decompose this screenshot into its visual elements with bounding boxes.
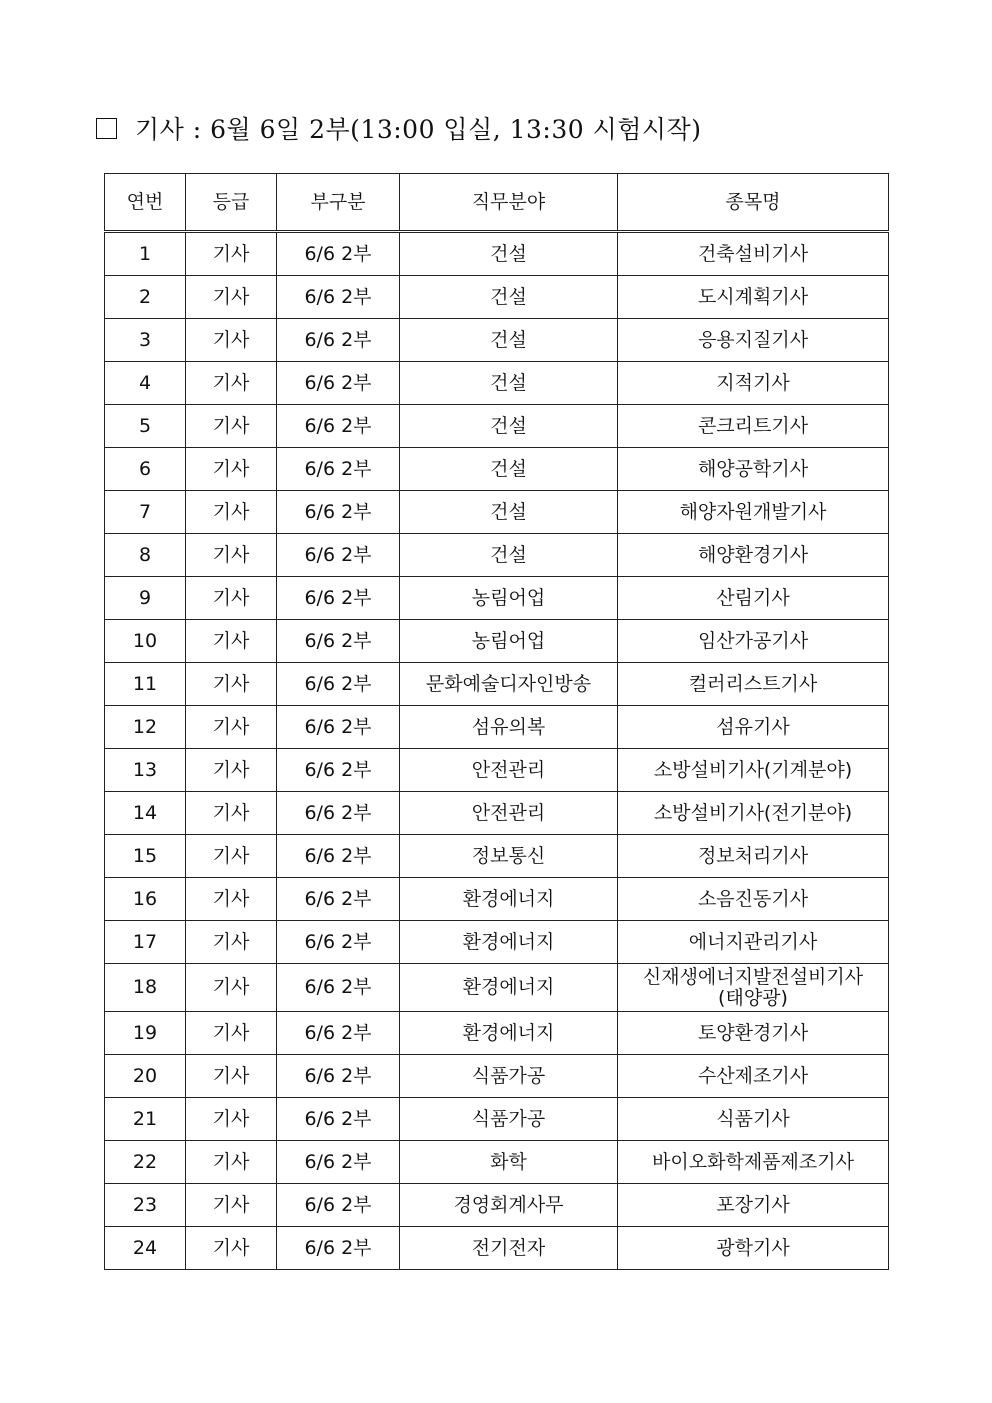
cell-session: 6/6 2부	[277, 491, 400, 534]
table-row	[105, 276, 889, 319]
section-heading	[96, 108, 701, 148]
cell-serial: 17	[105, 921, 186, 964]
cell-serial: 6	[105, 448, 186, 491]
table-row	[105, 319, 889, 362]
cell-job-field: 건설	[400, 232, 618, 276]
cell-serial: 8	[105, 534, 186, 577]
cell-subject-name: 소방설비기사(기계분야)	[618, 749, 889, 792]
cell-job-field: 환경에너지	[400, 1012, 618, 1055]
cell-job-field: 안전관리	[400, 792, 618, 835]
cell-subject-name: 해양환경기사	[618, 534, 889, 577]
cell-subject-name: 지적기사	[618, 362, 889, 405]
cell-subject-name: 컬러리스트기사	[618, 663, 889, 706]
cell-grade: 기사	[186, 706, 277, 749]
cell-session: 6/6 2부	[277, 878, 400, 921]
cell-subject-name: 해양자원개발기사	[618, 491, 889, 534]
table-row	[105, 1098, 889, 1141]
header-grade: 등급	[186, 174, 277, 232]
cell-session: 6/6 2부	[277, 706, 400, 749]
cell-grade: 기사	[186, 1141, 277, 1184]
cell-serial: 10	[105, 620, 186, 663]
header-session: 부구분	[277, 174, 400, 232]
cell-subject-name: 응용지질기사	[618, 319, 889, 362]
heading-text: 기사 : 6월 6일 2부(13:00 입실, 13:30 시험시작)	[135, 115, 702, 144]
cell-subject-name: 해양공학기사	[618, 448, 889, 491]
cell-session: 6/6 2부	[277, 921, 400, 964]
table-row	[105, 1055, 889, 1098]
cell-job-field: 건설	[400, 491, 618, 534]
cell-job-field: 건설	[400, 405, 618, 448]
cell-session: 6/6 2부	[277, 663, 400, 706]
table-row	[105, 491, 889, 534]
cell-grade: 기사	[186, 1098, 277, 1141]
cell-job-field: 건설	[400, 276, 618, 319]
table-row	[105, 362, 889, 405]
cell-subject-name: 토양환경기사	[618, 1012, 889, 1055]
cell-job-field: 건설	[400, 362, 618, 405]
cell-grade: 기사	[186, 964, 277, 1012]
cell-grade: 기사	[186, 276, 277, 319]
cell-serial: 4	[105, 362, 186, 405]
cell-grade: 기사	[186, 792, 277, 835]
cell-grade: 기사	[186, 362, 277, 405]
cell-job-field: 정보통신	[400, 835, 618, 878]
cell-subject-name: 포장기사	[618, 1184, 889, 1227]
cell-grade: 기사	[186, 835, 277, 878]
cell-subject-name	[618, 964, 889, 1012]
cell-job-field: 환경에너지	[400, 964, 618, 1012]
cell-subject-name: 정보처리기사	[618, 835, 889, 878]
cell-subject-name: 에너지관리기사	[618, 921, 889, 964]
table-row	[105, 1141, 889, 1184]
cell-grade: 기사	[186, 491, 277, 534]
cell-serial: 21	[105, 1098, 186, 1141]
cell-grade: 기사	[186, 1184, 277, 1227]
cell-serial: 11	[105, 663, 186, 706]
table-row	[105, 792, 889, 835]
cell-grade: 기사	[186, 620, 277, 663]
cell-session: 6/6 2부	[277, 1012, 400, 1055]
cell-subject-name: 콘크리트기사	[618, 405, 889, 448]
cell-serial: 19	[105, 1012, 186, 1055]
cell-subject-name: 소방설비기사(전기분야)	[618, 792, 889, 835]
cell-session: 6/6 2부	[277, 319, 400, 362]
table-row	[105, 1012, 889, 1055]
cell-subject-name-text: 신재생에너지발전설비기사(태양광)	[642, 965, 864, 1009]
cell-serial: 2	[105, 276, 186, 319]
cell-serial: 3	[105, 319, 186, 362]
cell-session: 6/6 2부	[277, 362, 400, 405]
cell-session: 6/6 2부	[277, 276, 400, 319]
table-row	[105, 706, 889, 749]
table-header-row	[105, 174, 889, 232]
checkbox-bullet-icon	[96, 118, 117, 139]
cell-subject-name: 임산가공기사	[618, 620, 889, 663]
table-row	[105, 448, 889, 491]
cell-session: 6/6 2부	[277, 964, 400, 1012]
cell-serial: 24	[105, 1227, 186, 1270]
cell-grade: 기사	[186, 878, 277, 921]
cell-job-field: 식품가공	[400, 1098, 618, 1141]
table-row	[105, 405, 889, 448]
cell-job-field: 화학	[400, 1141, 618, 1184]
cell-serial: 1	[105, 232, 186, 276]
cell-session: 6/6 2부	[277, 448, 400, 491]
cell-subject-name: 광학기사	[618, 1227, 889, 1270]
cell-grade: 기사	[186, 663, 277, 706]
cell-job-field: 건설	[400, 319, 618, 362]
cell-subject-name: 바이오화학제품제조기사	[618, 1141, 889, 1184]
header-job-field: 직무분야	[400, 174, 618, 232]
cell-session: 6/6 2부	[277, 1055, 400, 1098]
cell-grade: 기사	[186, 577, 277, 620]
cell-session: 6/6 2부	[277, 620, 400, 663]
cell-subject-name: 섬유기사	[618, 706, 889, 749]
cell-serial: 20	[105, 1055, 186, 1098]
table-row	[105, 232, 889, 276]
cell-session: 6/6 2부	[277, 405, 400, 448]
cell-grade: 기사	[186, 534, 277, 577]
cell-job-field: 환경에너지	[400, 921, 618, 964]
cell-job-field: 섬유의복	[400, 706, 618, 749]
cell-session: 6/6 2부	[277, 749, 400, 792]
cell-session: 6/6 2부	[277, 835, 400, 878]
exam-schedule-table	[104, 173, 889, 1270]
cell-grade: 기사	[186, 921, 277, 964]
cell-subject-name: 수산제조기사	[618, 1055, 889, 1098]
cell-session: 6/6 2부	[277, 1141, 400, 1184]
cell-serial: 5	[105, 405, 186, 448]
cell-job-field: 농림어업	[400, 620, 618, 663]
cell-serial: 16	[105, 878, 186, 921]
cell-serial: 18	[105, 964, 186, 1012]
cell-grade: 기사	[186, 448, 277, 491]
cell-session: 6/6 2부	[277, 1227, 400, 1270]
cell-session: 6/6 2부	[277, 577, 400, 620]
cell-session: 6/6 2부	[277, 1184, 400, 1227]
cell-job-field: 농림어업	[400, 577, 618, 620]
table-body	[105, 232, 889, 1270]
cell-job-field: 건설	[400, 534, 618, 577]
cell-session: 6/6 2부	[277, 1098, 400, 1141]
cell-serial: 15	[105, 835, 186, 878]
cell-grade: 기사	[186, 232, 277, 276]
cell-serial: 7	[105, 491, 186, 534]
cell-job-field: 환경에너지	[400, 878, 618, 921]
table-row	[105, 964, 889, 1012]
table-row	[105, 663, 889, 706]
table-row	[105, 534, 889, 577]
cell-job-field: 건설	[400, 448, 618, 491]
cell-job-field: 경영회계사무	[400, 1184, 618, 1227]
cell-job-field: 안전관리	[400, 749, 618, 792]
table-row	[105, 749, 889, 792]
table-row	[105, 577, 889, 620]
cell-serial: 22	[105, 1141, 186, 1184]
cell-session: 6/6 2부	[277, 232, 400, 276]
cell-job-field: 식품가공	[400, 1055, 618, 1098]
cell-grade: 기사	[186, 405, 277, 448]
table-row	[105, 1184, 889, 1227]
cell-subject-name: 도시계획기사	[618, 276, 889, 319]
cell-job-field: 문화예술디자인방송	[400, 663, 618, 706]
cell-grade: 기사	[186, 1012, 277, 1055]
table-row	[105, 1227, 889, 1270]
cell-grade: 기사	[186, 749, 277, 792]
cell-job-field: 전기전자	[400, 1227, 618, 1270]
cell-serial: 13	[105, 749, 186, 792]
cell-subject-name: 소음진동기사	[618, 878, 889, 921]
cell-serial: 14	[105, 792, 186, 835]
cell-grade: 기사	[186, 319, 277, 362]
cell-session: 6/6 2부	[277, 534, 400, 577]
cell-subject-name: 건축설비기사	[618, 232, 889, 276]
table-row	[105, 620, 889, 663]
cell-subject-name: 산림기사	[618, 577, 889, 620]
table-row	[105, 921, 889, 964]
cell-session: 6/6 2부	[277, 792, 400, 835]
cell-serial: 23	[105, 1184, 186, 1227]
cell-serial: 12	[105, 706, 186, 749]
table-row	[105, 835, 889, 878]
header-serial: 연번	[105, 174, 186, 232]
cell-subject-name: 식품기사	[618, 1098, 889, 1141]
cell-grade: 기사	[186, 1227, 277, 1270]
header-subject-name: 종목명	[618, 174, 889, 232]
table-row	[105, 878, 889, 921]
cell-grade: 기사	[186, 1055, 277, 1098]
cell-serial: 9	[105, 577, 186, 620]
